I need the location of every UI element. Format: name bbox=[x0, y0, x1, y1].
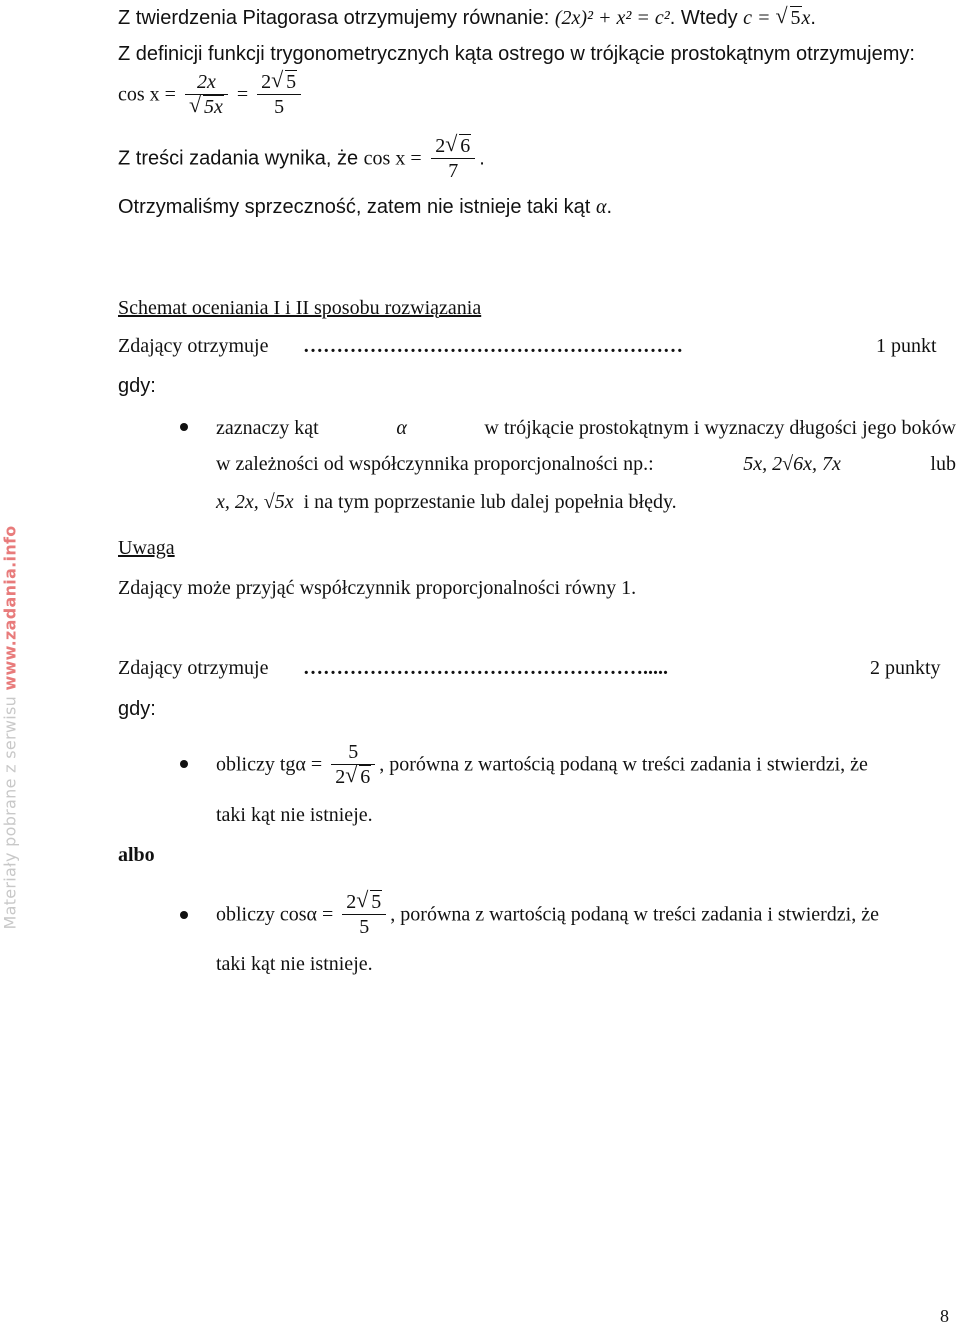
c1-l2-lub: lub bbox=[930, 453, 956, 475]
c3-fraction bbox=[342, 890, 386, 939]
intro-line-4 bbox=[118, 134, 485, 183]
intro-line-5 bbox=[118, 195, 612, 219]
criterion-2-line-2: taki kąt nie istnieje. bbox=[216, 804, 373, 826]
intro-line-1 bbox=[118, 6, 816, 30]
intro-l5-text: Otrzymaliśmy sprzeczność, zatem nie istnieje taki kąt bbox=[118, 196, 591, 218]
c1-l1-b: w trójkącie prostokątnym i wyznaczy długości jego boków bbox=[484, 417, 956, 439]
fraction-2 bbox=[257, 70, 301, 119]
intro-l1-root: 5 bbox=[790, 7, 801, 29]
intro-l1-dot: . bbox=[810, 7, 816, 29]
fraction-1 bbox=[185, 70, 228, 119]
c3-num bbox=[342, 890, 386, 914]
fraction-given bbox=[431, 134, 475, 183]
cos-equation bbox=[118, 70, 305, 119]
c1-l1-alpha: α bbox=[396, 417, 407, 439]
frac1-den bbox=[185, 94, 228, 119]
cos-label: cos x = bbox=[118, 83, 176, 106]
frac2-num bbox=[257, 70, 301, 94]
intro-l1-x: x bbox=[801, 7, 811, 29]
criterion-1-line-2 bbox=[216, 452, 956, 476]
c3-num-root: 5 bbox=[371, 891, 382, 913]
criterion-1-line-3 bbox=[216, 490, 677, 514]
c3-den: 5 bbox=[342, 914, 386, 939]
bullet-3 bbox=[180, 911, 188, 919]
criterion-2-line-1 bbox=[216, 740, 868, 789]
bullet-2 bbox=[180, 760, 188, 768]
gdy-label-1: gdy: bbox=[118, 375, 156, 397]
intro-l1-wtedy: . Wtedy bbox=[669, 7, 744, 29]
c2-obliczy: obliczy bbox=[216, 753, 275, 776]
c3-num-coef: 2 bbox=[346, 891, 357, 913]
given-num-coef: 2 bbox=[435, 135, 446, 157]
frac1-num: 2x bbox=[196, 71, 216, 93]
side-url: www.zadania.info bbox=[0, 525, 20, 691]
side-prefix: Materiały pobrane z serwisu bbox=[0, 690, 20, 930]
score-1-dots: ………………………………………………… bbox=[303, 335, 683, 357]
score-1-label: Zdający otrzymuje bbox=[118, 335, 269, 357]
bullet-1 bbox=[180, 423, 188, 431]
alpha-symbol: α bbox=[595, 196, 607, 218]
intro-l4-text: Z treści zadania wynika, że bbox=[118, 147, 359, 170]
uwaga-heading: Uwaga bbox=[118, 537, 175, 559]
c1-l2-values: 5x, 2√6x, 7x bbox=[743, 453, 841, 475]
page-number: 8 bbox=[940, 1306, 949, 1326]
c1-l1-a: zaznaczy kąt bbox=[216, 417, 319, 439]
albo-label: albo bbox=[118, 844, 155, 866]
intro-l5-dot: . bbox=[606, 196, 612, 218]
score-2-label: Zdający otrzymuje bbox=[118, 657, 269, 679]
c2-den bbox=[331, 764, 375, 789]
intro-l1-text: Z twierdzenia Pitagorasa otrzymujemy równanie: bbox=[118, 7, 550, 29]
intro-l4-dot: . bbox=[479, 147, 485, 170]
c2-den-coef: 2 bbox=[335, 766, 346, 788]
given-num bbox=[431, 134, 475, 158]
criterion-1-line-1 bbox=[216, 416, 956, 440]
frac1-den-root: 5x bbox=[203, 96, 223, 118]
c2-rest: , porówna z wartością podaną w treści zadania i stwierdzi, że bbox=[379, 753, 868, 776]
c2-den-root: 6 bbox=[360, 766, 371, 788]
scheme-title: Schemat oceniania I i II sposobu rozwiązania bbox=[118, 297, 482, 319]
c2-fraction bbox=[331, 740, 375, 789]
side-watermark bbox=[1, 370, 20, 930]
given-den: 7 bbox=[431, 158, 475, 183]
c1-l3-values: x, 2x, √5x bbox=[216, 491, 294, 513]
c3-fn: cosα = bbox=[279, 903, 334, 926]
uwaga-text: Zdający może przyjąć współczynnik proporcjonalności równy 1. bbox=[118, 577, 637, 599]
equals-sign: = bbox=[236, 83, 249, 106]
intro-l1-c: c = bbox=[743, 7, 776, 29]
frac2-den: 5 bbox=[257, 94, 301, 119]
frac2-num-coef: 2 bbox=[261, 71, 272, 93]
score-2-points: 2 punkty bbox=[870, 657, 941, 679]
score-1-points: 1 punkt bbox=[876, 335, 937, 357]
score-2-dots: ……………………………………………..... bbox=[303, 657, 668, 679]
criterion-3-line-2: taki kąt nie istnieje. bbox=[216, 953, 373, 975]
gdy-label-2: gdy: bbox=[118, 698, 156, 720]
intro-line-2: Z definicji funkcji trygonometrycznych kąta ostrego w trójkącie prostokątnym otrzymujemy: bbox=[118, 43, 915, 65]
criterion-3-line-1 bbox=[216, 890, 879, 939]
given-num-root: 6 bbox=[460, 135, 471, 157]
c2-fn: tgα = bbox=[279, 753, 323, 776]
c2-num: 5 bbox=[348, 741, 359, 763]
c3-rest: , porówna z wartością podaną w treści zadania i stwierdzi, że bbox=[390, 903, 879, 926]
pythagoras-equation: (2x)² + x² = c² bbox=[554, 7, 670, 29]
c3-obliczy: obliczy bbox=[216, 903, 275, 926]
c1-l3-rest: i na tym poprzestanie lub dalej popełnia błędy. bbox=[303, 491, 677, 513]
c1-l2-a: w zależności od współczynnika proporcjonalności np.: bbox=[216, 453, 654, 475]
intro-l1-sqrt bbox=[776, 6, 802, 30]
intro-l4-cos: cos x = bbox=[363, 147, 422, 170]
frac2-num-root: 5 bbox=[286, 71, 297, 93]
